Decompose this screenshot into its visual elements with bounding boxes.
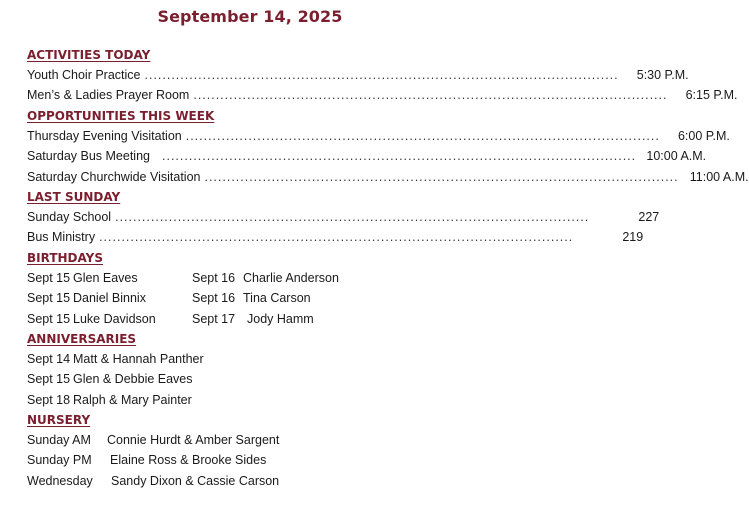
attendance-count: 227: [638, 210, 660, 224]
list-item: [27, 126, 730, 146]
dot-leader: ..........................................................................................................: [115, 210, 590, 224]
activities-today-heading: ACTIVITIES TODAY: [27, 48, 151, 62]
activity-label: Youth Choir Practice: [27, 68, 141, 82]
list-item: [27, 65, 689, 85]
anniversaries-heading: ANNIVERSARIES: [27, 332, 137, 346]
activity-label: Men’s & Ladies Prayer Room: [27, 88, 190, 103]
list-item: [27, 369, 467, 389]
birthday-name: Glen Eaves: [73, 271, 138, 285]
nursery-service: Wednesday: [27, 473, 93, 488]
dot-leader: ..........................................................................................................: [99, 230, 574, 245]
list-item: [27, 390, 467, 410]
activity-time: 5:30 P.M.: [636, 68, 689, 82]
dot-leader: ..........................................................................................................: [204, 169, 679, 184]
birthday-name: Jody Hamm: [247, 311, 314, 326]
opportunity-time: 10:00 A.M.: [646, 149, 707, 164]
birthday-date: Sept 15: [27, 271, 71, 285]
anniversary-date: Sept 18: [27, 392, 71, 407]
attendance-label: Bus Ministry: [27, 230, 96, 245]
anniversary-names: Matt & Hannah Panther: [73, 352, 204, 366]
opportunity-time: 11:00 A.M.: [689, 169, 749, 184]
opportunities-section: [27, 106, 749, 187]
opportunities-heading: OPPORTUNITIES THIS WEEK: [27, 109, 215, 123]
opportunity-label: Thursday Evening Visitation: [27, 129, 182, 143]
attendance-count: 219: [622, 230, 644, 245]
nursery-service: Sunday AM: [27, 433, 91, 447]
list-item: [27, 450, 467, 470]
nursery-service: Sunday PM: [27, 453, 92, 468]
dot-leader: ..........................................................................................................: [144, 68, 619, 82]
birthday-date: Sept 17: [192, 311, 236, 326]
list-item: [27, 207, 660, 227]
birthday-name: Luke Davidson: [73, 311, 156, 326]
nursery-heading: NURSERY: [27, 413, 91, 427]
last-sunday-heading: LAST SUNDAY: [27, 190, 121, 204]
list-item: [27, 349, 467, 369]
anniversary-names: Glen & Debbie Eaves: [73, 372, 193, 387]
anniversary-date: Sept 14: [27, 352, 71, 366]
nursery-section: [27, 410, 467, 491]
birthdays-heading: BIRTHDAYS: [27, 251, 103, 265]
birthday-name: Charlie Anderson: [243, 271, 339, 285]
birthday-name: Daniel Binnix: [73, 291, 146, 306]
attendance-label: Sunday School: [27, 210, 112, 224]
list-item: [27, 471, 467, 491]
dot-leader: ..........................................................................................................: [193, 88, 668, 103]
list-item: [27, 309, 467, 329]
birthdays-section: [27, 248, 467, 329]
opportunity-time: 6:00 P.M.: [677, 129, 730, 143]
anniversaries-section: [27, 329, 467, 410]
birthday-date: Sept 16: [192, 271, 236, 285]
birthday-date: Sept 15: [27, 291, 71, 306]
nursery-workers: Sandy Dixon & Cassie Carson: [111, 473, 280, 488]
anniversary-names: Ralph & Mary Painter: [73, 392, 192, 407]
activities-today-section: [27, 45, 738, 106]
dot-leader: ..........................................................................................................: [185, 129, 660, 143]
dot-leader: ..........................................................................................................: [162, 149, 637, 164]
last-sunday-section: [27, 187, 660, 248]
list-item: [27, 430, 467, 450]
page-title: September 14, 2025: [157, 7, 343, 26]
nursery-workers: Connie Hurdt & Amber Sargent: [107, 433, 280, 447]
birthday-name: Tina Carson: [243, 291, 311, 306]
activity-time: 6:15 P.M.: [685, 88, 738, 103]
opportunity-label: Saturday Churchwide Visitation: [27, 169, 201, 184]
list-item: [27, 167, 749, 187]
list-item: [27, 268, 467, 288]
birthday-date: Sept 15: [27, 311, 71, 326]
list-item: [27, 85, 738, 105]
nursery-workers: Elaine Ross & Brooke Sides: [110, 453, 267, 468]
opportunity-label: Saturday Bus Meeting: [27, 149, 150, 164]
list-item: [27, 146, 707, 166]
anniversary-date: Sept 15: [27, 372, 71, 387]
list-item: [27, 288, 467, 308]
list-item: [27, 227, 644, 247]
birthday-date: Sept 16: [192, 291, 236, 306]
